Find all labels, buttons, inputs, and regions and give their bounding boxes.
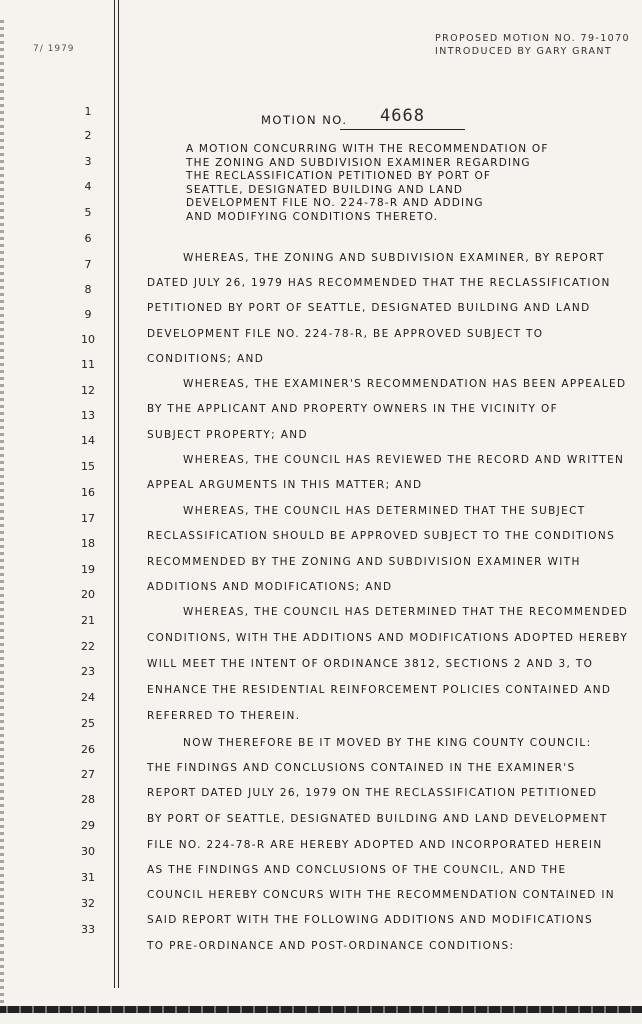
line-number: 28 [81,793,95,806]
line-number: 8 [84,283,92,296]
line-number: 2 [84,129,92,142]
line-number: 10 [81,333,95,346]
body-line: DATED JULY 26, 1979 HAS RECOMMENDED THAT THE RECLASSIFICATION [147,277,611,289]
body-line: RECLASSIFICATION SHOULD BE APPROVED SUBJECT TO THE CONDITIONS [147,530,616,542]
margin-rule-right [118,0,119,988]
margin-rule-left [114,0,115,988]
line-number: 15 [81,460,95,473]
line-number: 1 [84,105,92,118]
body-line: PETITIONED BY PORT OF SEATTLE, DESIGNATED BUILDING AND LAND [147,302,591,314]
body-line: AS THE FINDINGS AND CONCLUSIONS OF THE COUNCIL, AND THE [147,864,567,876]
body-line: WHEREAS, THE COUNCIL HAS REVIEWED THE RECORD AND WRITTEN [183,454,625,466]
line-number: 31 [81,871,95,884]
line-number: 12 [81,384,95,397]
line-number: 17 [81,512,95,525]
body-line: BY THE APPLICANT AND PROPERTY OWNERS IN THE VICINITY OF [147,403,558,415]
body-line: DEVELOPMENT FILE NO. 224-78-R, BE APPROVED SUBJECT TO [147,328,544,340]
line-number: 11 [81,358,95,371]
header-introduced-by: INTRODUCED BY GARY GRANT [435,46,613,57]
title-line: DEVELOPMENT FILE NO. 224-78-R AND ADDING [186,197,484,210]
header-block [435,32,630,58]
body-line: SUBJECT PROPERTY; AND [147,429,308,441]
body-line: ENHANCE THE RESIDENTIAL REINFORCEMENT POLICIES CONTAINED AND [147,684,612,696]
scan-edge-artifact [0,20,4,1010]
line-number: 4 [84,180,92,193]
body-line: ADDITIONS AND MODIFICATIONS; AND [147,581,393,593]
body-line: APPEAL ARGUMENTS IN THIS MATTER; AND [147,479,423,491]
line-number: 20 [81,588,95,601]
line-number: 19 [81,563,95,576]
body-line: WHEREAS, THE ZONING AND SUBDIVISION EXAMINER, BY REPORT [183,252,605,264]
line-number: 5 [84,206,92,219]
line-number: 9 [84,308,92,321]
body-line: WHEREAS, THE COUNCIL HAS DETERMINED THAT THE SUBJECT [183,505,586,517]
line-number: 6 [84,232,92,245]
title-line: THE ZONING AND SUBDIVISION EXAMINER REGARDING [186,156,531,169]
body-line: TO PRE-ORDINANCE AND POST-ORDINANCE CONDITIONS: [147,940,515,952]
body-line: WHEREAS, THE EXAMINER'S RECOMMENDATION HAS BEEN APPEALED [183,378,627,390]
line-number: 3 [84,155,92,168]
body-line: FILE NO. 224-78-R ARE HEREBY ADOPTED AND INCORPORATED HEREIN [147,839,603,851]
line-number: 13 [81,409,95,422]
line-number: 24 [81,691,95,704]
title-line: AND MODIFYING CONDITIONS THERETO. [186,210,439,223]
body-line: REFERRED TO THEREIN. [147,710,301,722]
body-line: CONDITIONS; AND [147,353,265,365]
corner-date-mark: 7/ 1979 [33,44,75,54]
title-block [186,143,549,225]
body-line: COUNCIL HEREBY CONCURS WITH THE RECOMMENDATION CONTAINED IN [147,889,615,901]
body-line: BY PORT OF SEATTLE, DESIGNATED BUILDING AND LAND DEVELOPMENT [147,813,608,825]
body-line: RECOMMENDED BY THE ZONING AND SUBDIVISION EXAMINER WITH [147,556,581,568]
body-line: NOW THEREFORE BE IT MOVED BY THE KING COUNTY COUNCIL: [183,737,592,749]
title-line: A MOTION CONCURRING WITH THE RECOMMENDATION OF [186,143,549,155]
title-line: THE RECLASSIFICATION PETITIONED BY PORT OF [186,170,492,183]
line-number: 16 [81,486,95,499]
line-number: 29 [81,819,95,832]
body-line: SAID REPORT WITH THE FOLLOWING ADDITIONS AND MODIFICATIONS [147,914,593,926]
scan-bottom-edge [0,1006,642,1013]
body-line: REPORT DATED JULY 26, 1979 ON THE RECLASSIFICATION PETITIONED [147,787,598,799]
line-number: 33 [81,923,95,936]
body-line: WILL MEET THE INTENT OF ORDINANCE 3812, SECTIONS 2 AND 3, TO [147,658,594,670]
line-number: 7 [84,258,92,271]
line-number: 26 [81,743,95,756]
line-number: 25 [81,717,95,730]
line-number: 18 [81,537,95,550]
line-number: 30 [81,845,95,858]
line-number: 23 [81,665,95,678]
line-number: 21 [81,614,95,627]
motion-label: MOTION NO. [261,113,348,127]
body-line: WHEREAS, THE COUNCIL HAS DETERMINED THAT THE RECOMMENDED [183,606,629,618]
line-number: 22 [81,640,95,653]
title-line: SEATTLE, DESIGNATED BUILDING AND LAND [186,183,464,196]
motion-number: 4668 [340,103,465,130]
body-line: CONDITIONS, WITH THE ADDITIONS AND MODIFICATIONS ADOPTED HEREBY [147,632,629,644]
body-line: THE FINDINGS AND CONCLUSIONS CONTAINED IN THE EXAMINER'S [147,762,576,774]
line-number: 27 [81,768,95,781]
line-number: 32 [81,897,95,910]
header-proposed-motion: PROPOSED MOTION NO. 79-1070 [435,33,630,44]
line-number: 14 [81,434,95,447]
